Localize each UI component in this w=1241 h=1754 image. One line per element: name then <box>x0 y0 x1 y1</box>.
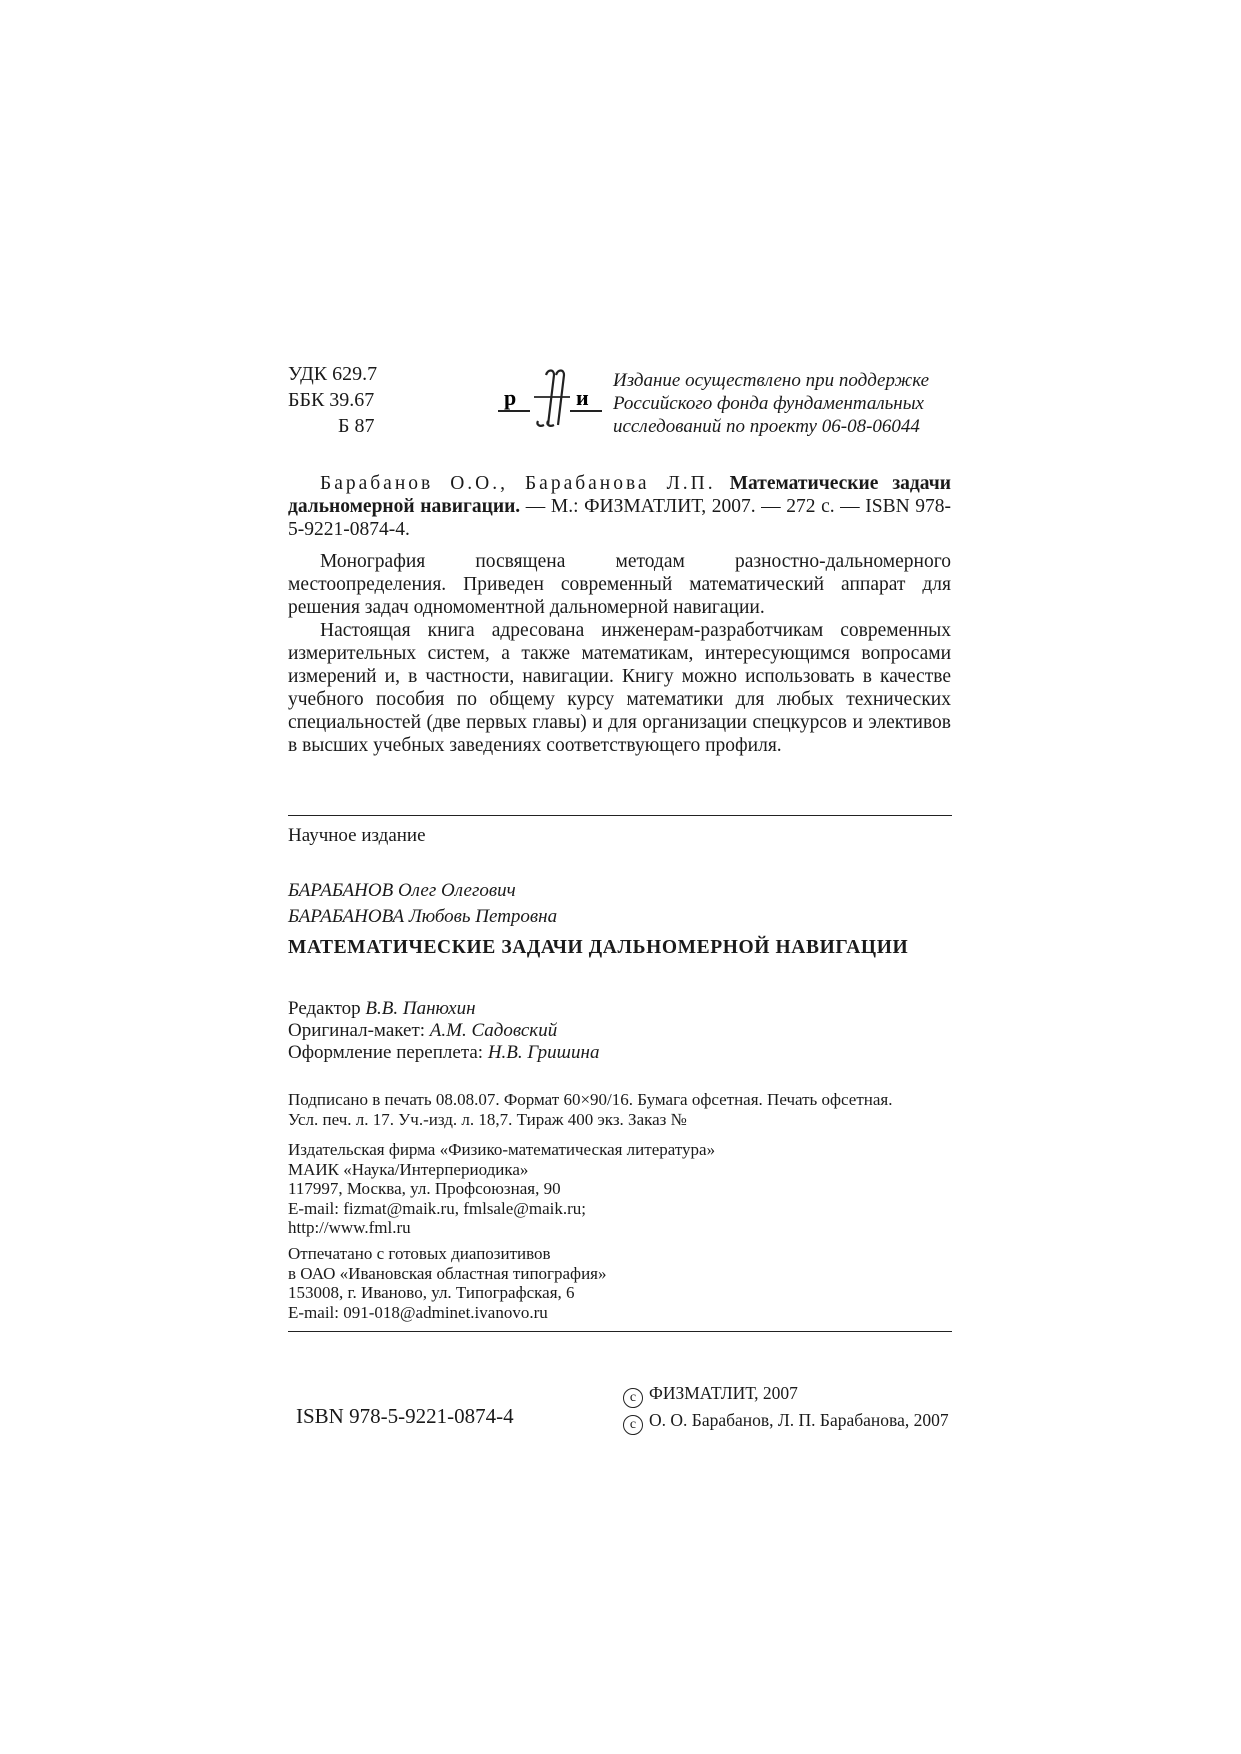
author-1-surname: БАРАБАНОВ <box>288 880 394 901</box>
printer-info <box>288 1244 607 1322</box>
copyright-authors-text: О. О. Барабанов, Л. П. Барабанова, 2007 <box>649 1410 949 1430</box>
staff-layout <box>288 1020 599 1042</box>
citation-title: Математические задачи дальномерной навигации. <box>288 473 952 517</box>
staff-cover <box>288 1042 599 1064</box>
publisher-line-1: Издательская фирма «Физико-математическая литература» <box>288 1140 716 1159</box>
staff-layout-role: Оригинал-макет: <box>288 1020 426 1041</box>
print-info <box>288 1090 893 1129</box>
copyright-icon: c <box>623 1415 643 1435</box>
support-line-1: Издание осуществлено при поддержке <box>613 370 930 391</box>
bbk-code: ББК 39.67 <box>288 389 375 411</box>
staff-block <box>288 998 599 1064</box>
rffi-logo-letter-left: р <box>504 385 517 410</box>
divider-top <box>288 815 952 816</box>
staff-editor <box>288 998 599 1020</box>
edition-type: Научное издание <box>288 825 426 846</box>
rffi-logo-letter-right: и <box>576 385 589 410</box>
staff-layout-person: А.М. Садовский <box>429 1020 558 1041</box>
staff-cover-role: Оформление переплета: <box>288 1042 484 1063</box>
staff-cover-person: Н.В. Гришина <box>487 1042 600 1063</box>
support-line-3: исследований по проекту 06-08-06044 <box>613 416 920 437</box>
abstract-text-2: Настоящая книга адресована инженерам-разработчикам современных измерительных систем, а также математикам, интересующимся вопросами измерений и, в частности, навигации. Книгу можно использовать в качестве учебного пособия по общему курсу математики для любых технических специальностей (две первых главы) и для организации спецкурсов и элективов в высших учебных заведениях соответствующего профиля. <box>288 620 951 756</box>
publisher-line-4: E-mail: fizmat@maik.ru, fmlsale@maik.ru; <box>288 1198 587 1218</box>
printer-line-4: E-mail: 091-018@adminet.ivanovo.ru <box>288 1302 548 1322</box>
citation-authors: Барабанов О.О., Барабанова Л.П. <box>320 473 716 494</box>
udk-code: УДК 629.7 <box>288 363 378 385</box>
copyright-publisher-text: ФИЗМАТЛИТ, 2007 <box>649 1383 798 1403</box>
print-info-line-1: Подписано в печать 08.08.07. Формат 60×90/16. Бумага офсетная. Печать офсетная. <box>288 1090 893 1109</box>
citation-details: — М.: ФИЗМАТЛИТ, 2007. — 272 с. — ISBN 978-5-9221-0874-4. <box>288 496 952 540</box>
staff-editor-person: В.В. Панюхин <box>365 998 476 1019</box>
support-note <box>613 369 929 438</box>
author-1 <box>288 878 557 904</box>
rffi-logo <box>496 367 604 433</box>
abstract-paragraph-1 <box>288 550 951 619</box>
bibliographic-citation <box>288 472 951 541</box>
isbn: ISBN 978-5-9221-0874-4 <box>296 1404 514 1428</box>
publisher-line-5: http://www.fml.ru <box>288 1218 411 1237</box>
divider-bottom <box>288 1331 952 1332</box>
author-2-name: Любовь Петровна <box>408 906 558 927</box>
print-info-line-2: Усл. печ. л. 17. Уч.-изд. л. 18,7. Тираж 400 экз. Заказ № <box>288 1109 687 1129</box>
printer-line-3: 153008, г. Иваново, ул. Типографская, 6 <box>288 1283 575 1302</box>
author-2-surname: БАРАБАНОВА <box>288 906 405 927</box>
copyright-authors <box>623 1410 949 1435</box>
publisher-info <box>288 1140 715 1238</box>
abstract-paragraph-2 <box>288 619 951 757</box>
publisher-line-3: 117997, Москва, ул. Профсоюзная, 90 <box>288 1179 561 1198</box>
author-mark: Б 87 <box>338 415 375 437</box>
classification-block <box>288 361 377 439</box>
publisher-line-2: МАИК «Наука/Интерпериодика» <box>288 1159 529 1179</box>
staff-editor-role: Редактор <box>288 998 361 1019</box>
printer-line-1: Отпечатано с готовых диапозитивов <box>288 1244 551 1263</box>
abstract-text-1: Монография посвящена методам разностно-дальномерного местоопределения. Приведен современный математический аппарат для решения задач одномоментной дальномерной навигации. <box>288 551 951 618</box>
author-1-name: Олег Олегович <box>397 880 516 901</box>
support-line-2: Российского фонда фундаментальных <box>613 393 924 414</box>
book-title: МАТЕМАТИЧЕСКИЕ ЗАДАЧИ ДАЛЬНОМЕРНОЙ НАВИГАЦИИ <box>288 937 909 958</box>
authors-full <box>288 878 557 930</box>
copyright-icon: c <box>623 1388 643 1408</box>
author-2 <box>288 904 557 930</box>
printer-line-2: в ОАО «Ивановская областная типография» <box>288 1263 607 1283</box>
copyright-publisher <box>623 1383 798 1408</box>
